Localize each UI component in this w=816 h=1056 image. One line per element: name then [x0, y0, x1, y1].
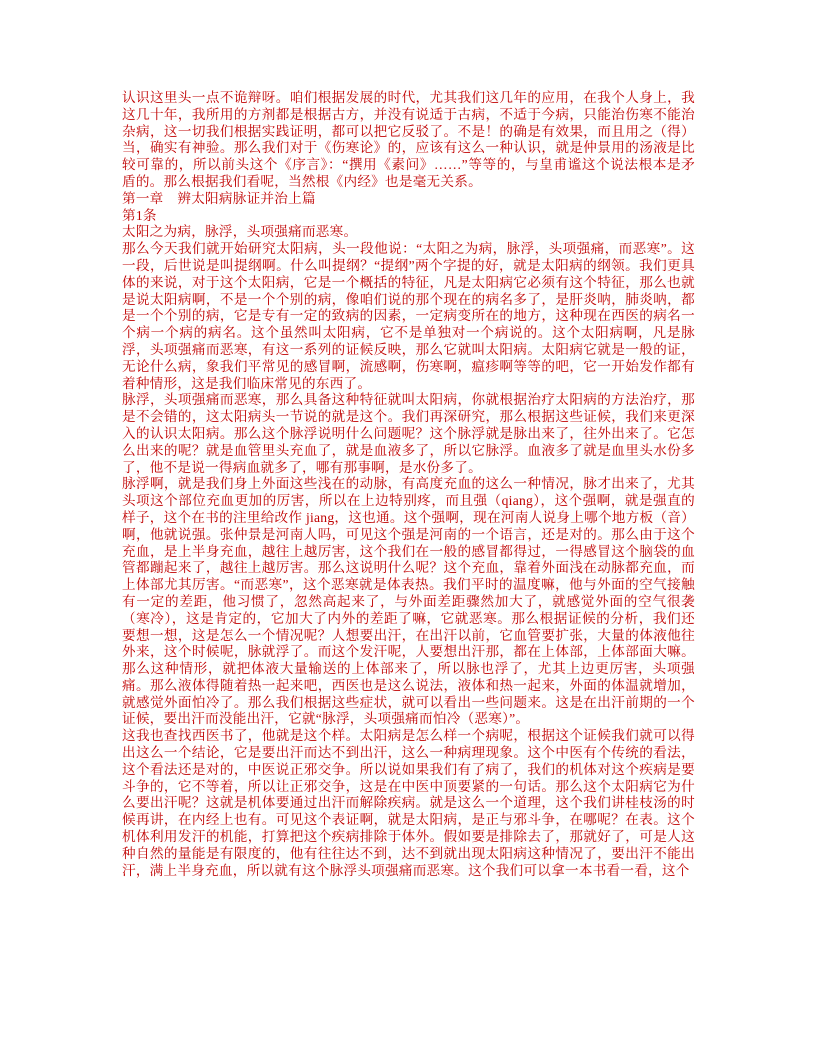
- chapter-heading: 第一章 辨太阳病脉证并治上篇: [122, 190, 316, 206]
- paragraph-commentary-1: 那么今天我们就开始研究太阳病，头一段他说：“太阳之为病，脉浮，头项强痛，而恶寒”。这一段，后世说是叫提纲啊。什么叫提纲？“提纲”两个字提的好，就是太阳病的纲领。我们更具体的来说，对于这个太阳病，它是一个概括的特征，凡是太阳病它必须有这个特征，那么也就是说太阳病啊，不是一个个别的病，像咱们说的那个现在的病名多了，是肝炎呐，肺炎呐，都是一个个别的病，它是专有一定的致病的因素，一定病变所在的地方，这种现在西医的病名一个病一个病的病名。这个虽然叫太阳病，它不是单独对一个病说的。这个太阳病啊，凡是脉浮，头项强痛而恶寒，有这一系列的证候反映，那么它就叫太阳病。太阳病它就是一般的证，无论什么病，象我们平常见的感冒啊，流感啊，伤寒啊，瘟疹啊等等的吧，它一开始发作都有着种情形，这是我们临床常见的东西了。: [122, 241, 695, 391]
- paragraph-commentary-2: 脉浮，头项强痛而恶寒，那么具备这种特征就叫太阳病，你就根据治疗太阳病的方法治疗，那是不会错的，这太阳病头一节说的就是这个。我们再深研究，那么根据这些证候，我们来更深入的认识太阳病。那么这个脉浮说明什么问题呢？这个脉浮就是脉出来了，往外出来了。它怎么出来的呢？就是血管里头充血了，就是血液多了，所以它脉浮。血液多了就是血里头水份多了，他不是说一得病血就多了，哪有那事啊，是水份多了。: [122, 392, 695, 475]
- clause-text: 太阳之为病，脉浮，头项强痛而恶寒。: [122, 224, 358, 240]
- paragraph-commentary-4: 这我也查找西医书了，他就是这个样。太阳病是怎么样一个病呢，根据这个证候我们就可以得出这么一个结论，它是要出汗而达不到出汗，这么一种病理现象。这个中医有个传统的看法，这个看法还是对的，中医说正邪交争。所以说如果我们有了病了，我们的机体对这个疾病是要斗争的，它不等着，所以让正邪交争，这是在中医中顶要紧的一句话。那么这个太阳病它为什么要出汗呢？这就是机体要通过出汗而解除疾病。就是这么一个道理，这个我们讲桂枝汤的时候再讲，在内经上也有。可见这个表证啊，就是太阳病，是正与邪斗争，在哪呢？在表。这个机体利用发汗的机能，打算把这个疾病排除于体外。假如要是排除去了，那就好了，可是人这种自然的量能是有限度的，他有往往达不到，达不到就出现太阳病这种情况了，要出汗不能出汗，满上半身充血，所以就有这个脉浮头项强痛而恶寒。这个我们可以拿一本书看一看，这个: [122, 728, 695, 878]
- paragraph-preface-conclusion: 认识这里头一点不诡辩呀。咱们根据发展的时代，尤其我们这几年的应用，在我个人身上，我这几十年，我所用的方剂都是根据古方，并没有说适于古病，不适于今病，只能治伤寒不能治杂病，这一切我们根据实践证明，都可以把它反驳了。不是！的确是有效果，而且用之（得）当，确实有神验。那么我们对于《伤寒论》的，应该有这么一种认识，就是仲景用的汤液是比较可靠的，所以前头这个《序言》：“撰用《素问》……”等等的，与皇甫谧这个说法根本是矛盾的。那么根据我们看呢，当然根《内经》也是毫无关系。: [122, 90, 695, 189]
- paragraph-commentary-3: 脉浮啊，就是我们身上外面这些浅在的动脉，有高度充血的这么一种情况，脉才出来了，尤其头项这个部位充血更加的厉害，所以在上边特别疼，而且强（qiang），这个强啊，就是强直的样子，这个在书的注里给改作 jiang，这也通。这个强啊，现在河南人说身上哪个地方板（音）啊，他就说强。张仲景是河南人吗，可见这个强是河南的一个语言，还是对的。那么由于这个充血，是上半身充血，越往上越厉害，这个我们在一般的感冒都得过，一得感冒这个脑袋的血管都蹦起来了，越往上越厉害。那么这说明什么呢？这个充血，靠着外面浅在动脉都充血，而上体部尤其厉害。“而恶寒”，这个恶寒就是体表热。我们平时的温度嘛，他与外面的空气接触有一定的差距，他习惯了，忽然高起来了，与外面差距骤然加大了，就感觉外面的空气很袭（寒冷），这是肯定的，它加大了内外的差距了嘛，它就恶寒。那么根据证候的分析，我们还要想一想，这是怎么一个情况呢？人想要出汗，在出汗以前，它血管要扩张，大量的体液他往外来，这个时候呢，脉就浮了。而这个发汗呢，人要想出汗那，都在上体部，上体部面大嘛。那么这种情形，就把体液大量输送的上体部来了，所以脉也浮了，尤其上边更厉害，头项强痛。那么液体得随着热一起来吧，西医也是这么说法，液体和热一起来，外面的体温就增加，就感觉外面怕冷了。那么我们根据这些症状，就可以看出一些问题来。这是在出汗前期的一个证候，要出汗而没能出汗，它就“脉浮，头项强痛而怕冷（恶寒）”。: [122, 476, 695, 727]
- clause-number: 第1条: [122, 207, 157, 223]
